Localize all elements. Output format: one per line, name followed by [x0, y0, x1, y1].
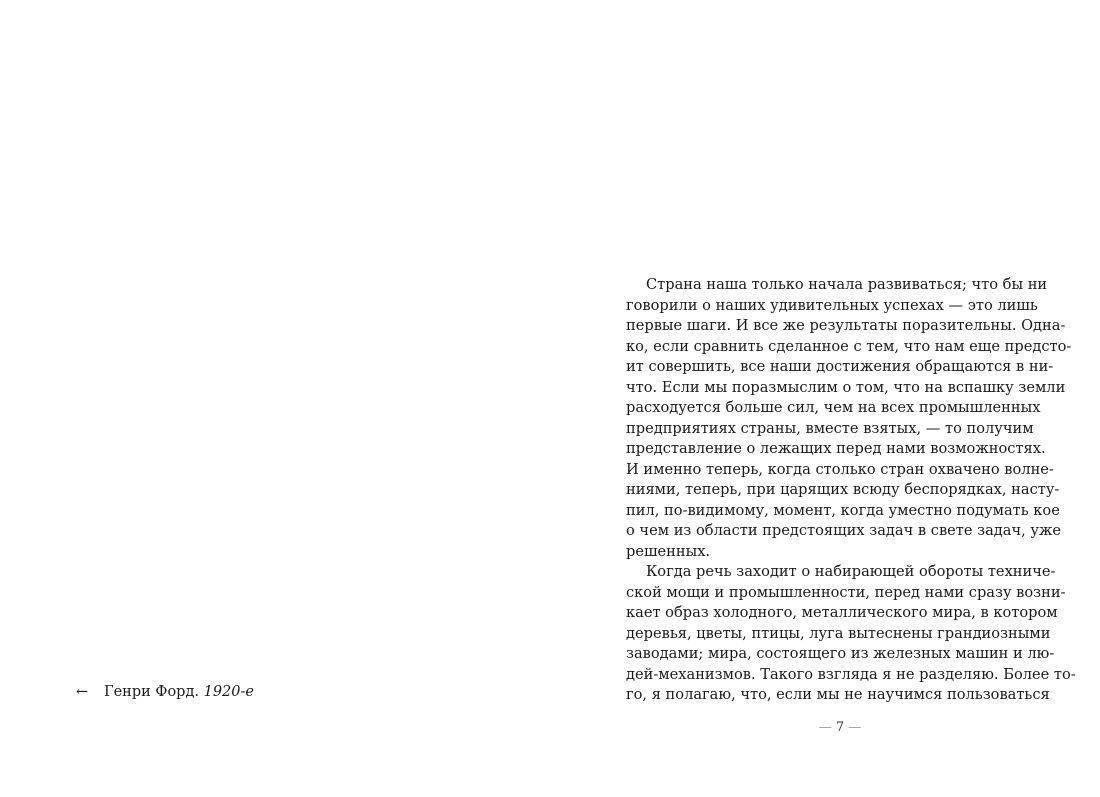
text-line: Когда речь заходит о набирающей обороты техниче- [646, 563, 1056, 580]
caption-year: 1920-е [203, 684, 254, 700]
text-line: ской мощи и промышленности, перед нами сразу возни- [626, 583, 1066, 601]
text-line: о чем из области предстоящих задач в свете задач, уже [626, 522, 1062, 539]
arrow-left-icon: ← [76, 684, 89, 700]
text-line: И именно теперь, когда столько стран охвачено волне- [626, 460, 1054, 478]
body-text [626, 275, 1076, 706]
text-line: первые шаги. И все же результаты поразительны. Одна- [626, 317, 1066, 334]
text-line: предприятиях страны, вместе взятых, — то получим [626, 419, 1034, 437]
folio-dash-left: — [818, 720, 832, 735]
photo-caption [76, 682, 254, 702]
page-number-value: 7 [835, 720, 845, 735]
text-line: Страна наша только начала развиваться; что бы ни [646, 276, 1048, 293]
caption-author: Генри Форд. [104, 684, 199, 700]
text-line: деревья, цветы, птицы, луга вытеснены грандиозными [626, 624, 1051, 642]
text-line: расходуется больше сил, чем на всех промышленных [626, 399, 1041, 416]
text-line: решенных. [626, 542, 711, 560]
text-line: что. Если мы поразмыслим о том, что на вспашку земли [626, 378, 1066, 396]
text-line: говорили о наших удивительных успехах — это лишь [626, 296, 1038, 314]
text-line: го, я полагаю, что, если мы не научимся пользоваться [626, 686, 1050, 703]
text-line: кает образ холодного, металлического мира, в котором [626, 604, 1058, 621]
right-page [550, 0, 1100, 797]
text-line: ко, если сравнить сделанное с тем, что нам еще предсто- [626, 337, 1072, 355]
page-number [800, 720, 880, 735]
folio-dash-right: — [848, 720, 862, 735]
text-line: ит совершить, все наши достижения обращаются в ни- [626, 358, 1054, 375]
text-line: представление о лежащих перед нами возможностях. [626, 440, 1046, 457]
text-line: дей-механизмов. Такого взгляда я не разделяю. Более то- [626, 665, 1076, 683]
text-line: заводами; мира, состоящего из железных машин и лю- [626, 645, 1055, 662]
text-line: пил, по-видимому, момент, когда уместно подумать кое [626, 501, 1060, 519]
text-line: ниями, теперь, при царящих всюду беспорядках, насту- [626, 481, 1060, 498]
